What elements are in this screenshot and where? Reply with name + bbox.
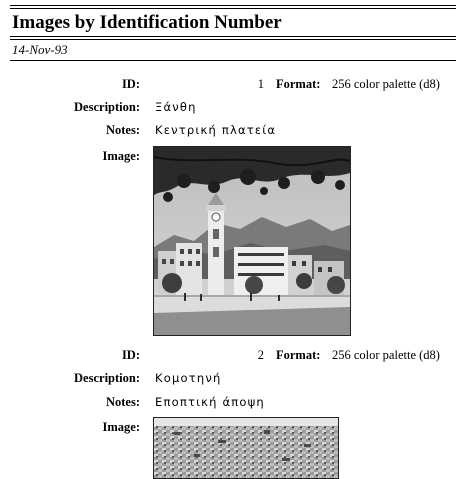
notes-value: Κεντρική πλατεία [155, 123, 277, 137]
id-label: ID: [121, 77, 140, 91]
id-value: 1 [257, 77, 264, 91]
notes-label: Notes: [105, 395, 140, 409]
town-square-photo [153, 146, 351, 336]
format-label: Format: [276, 77, 321, 91]
top-rule-1 [10, 5, 456, 6]
format-value: 256 color palette (d8) [332, 77, 440, 91]
image-label: Image: [102, 420, 140, 434]
description-value: Ξάνθη [155, 100, 197, 114]
description-label: Description: [74, 371, 140, 385]
id-label: ID: [121, 348, 140, 362]
format-value: 256 color palette (d8) [332, 348, 440, 362]
id-value: 2 [257, 348, 264, 362]
report-date: 14-Nov-93 [12, 42, 68, 57]
description-label: Description: [74, 100, 140, 114]
title-rule-2 [10, 39, 456, 40]
top-rule-2 [10, 8, 456, 9]
report-title: Images by Identification Number [12, 12, 282, 33]
format-label: Format: [276, 348, 321, 362]
image-label: Image: [102, 149, 140, 163]
title-rule-1 [10, 36, 456, 37]
notes-label: Notes: [105, 123, 140, 137]
notes-value: Εποπτική άποψη [155, 395, 265, 409]
city-aerial-photo [153, 417, 339, 479]
description-value: Κομοτηνή [155, 371, 222, 385]
date-rule [10, 60, 456, 61]
